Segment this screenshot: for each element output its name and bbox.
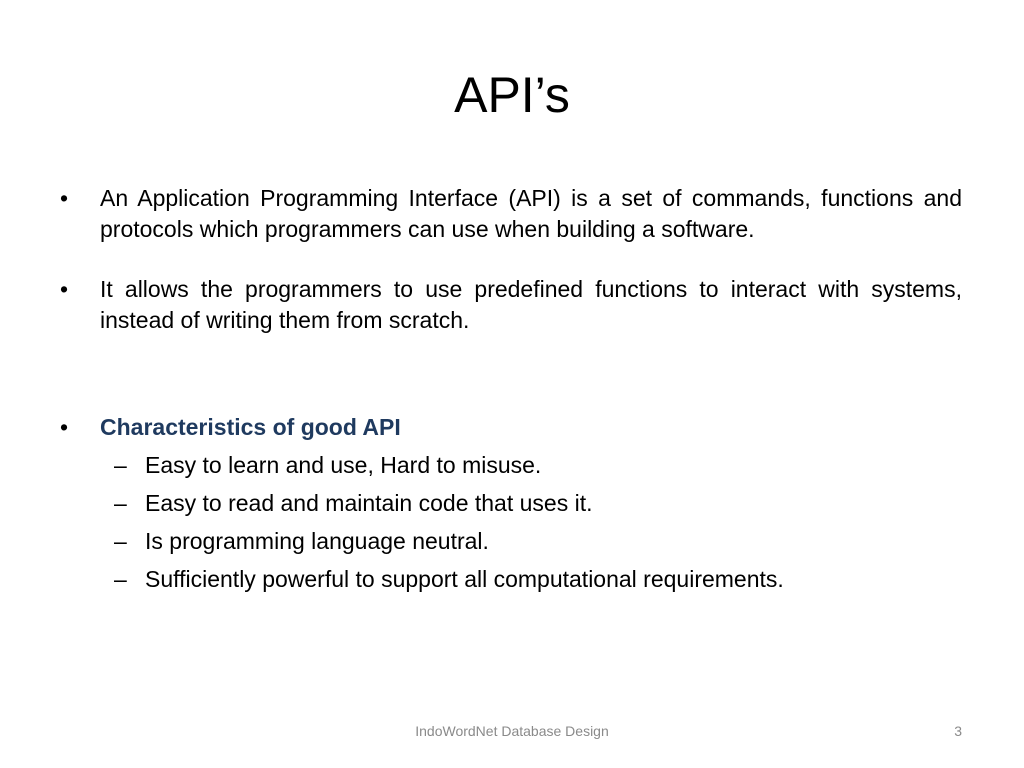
sub-bullet-text: Easy to read and maintain code that uses it. [145, 490, 593, 516]
bullet-text: An Application Programming Interface (API) is a set of commands, functions and protocols which programmers can use when building a software. [100, 185, 962, 242]
bullet-item [60, 412, 962, 443]
bullet-marker: • [60, 185, 69, 211]
sub-bullet-item [114, 526, 962, 557]
slide-content [60, 183, 962, 602]
sub-bullet-marker: – [114, 452, 127, 478]
sub-bullet-item [114, 488, 962, 519]
sub-bullet-item [114, 564, 962, 595]
bullet-item [60, 274, 962, 336]
sub-bullet-text: Easy to learn and use, Hard to misuse. [145, 452, 542, 478]
bullet-marker: • [60, 414, 69, 440]
sub-bullet-text: Is programming language neutral. [145, 528, 489, 554]
bullet-text: It allows the programmers to use predefined functions to interact with systems, instead of writing them from scratch. [100, 276, 962, 333]
sub-bullet-marker: – [114, 528, 127, 554]
page-number: 3 [954, 723, 962, 739]
slide-footer: IndoWordNet Database Design [415, 723, 609, 739]
slide-title: API’s [454, 67, 570, 123]
sub-bullet-text: Sufficiently powerful to support all computational requirements. [145, 566, 784, 592]
characteristics-list [60, 450, 962, 595]
bullet-item [60, 183, 962, 245]
bullet-marker: • [60, 276, 69, 302]
sub-bullet-item [114, 450, 962, 481]
sub-bullet-marker: – [114, 490, 127, 516]
sub-bullet-marker: – [114, 566, 127, 592]
characteristics-heading: Characteristics of good API [100, 414, 401, 440]
